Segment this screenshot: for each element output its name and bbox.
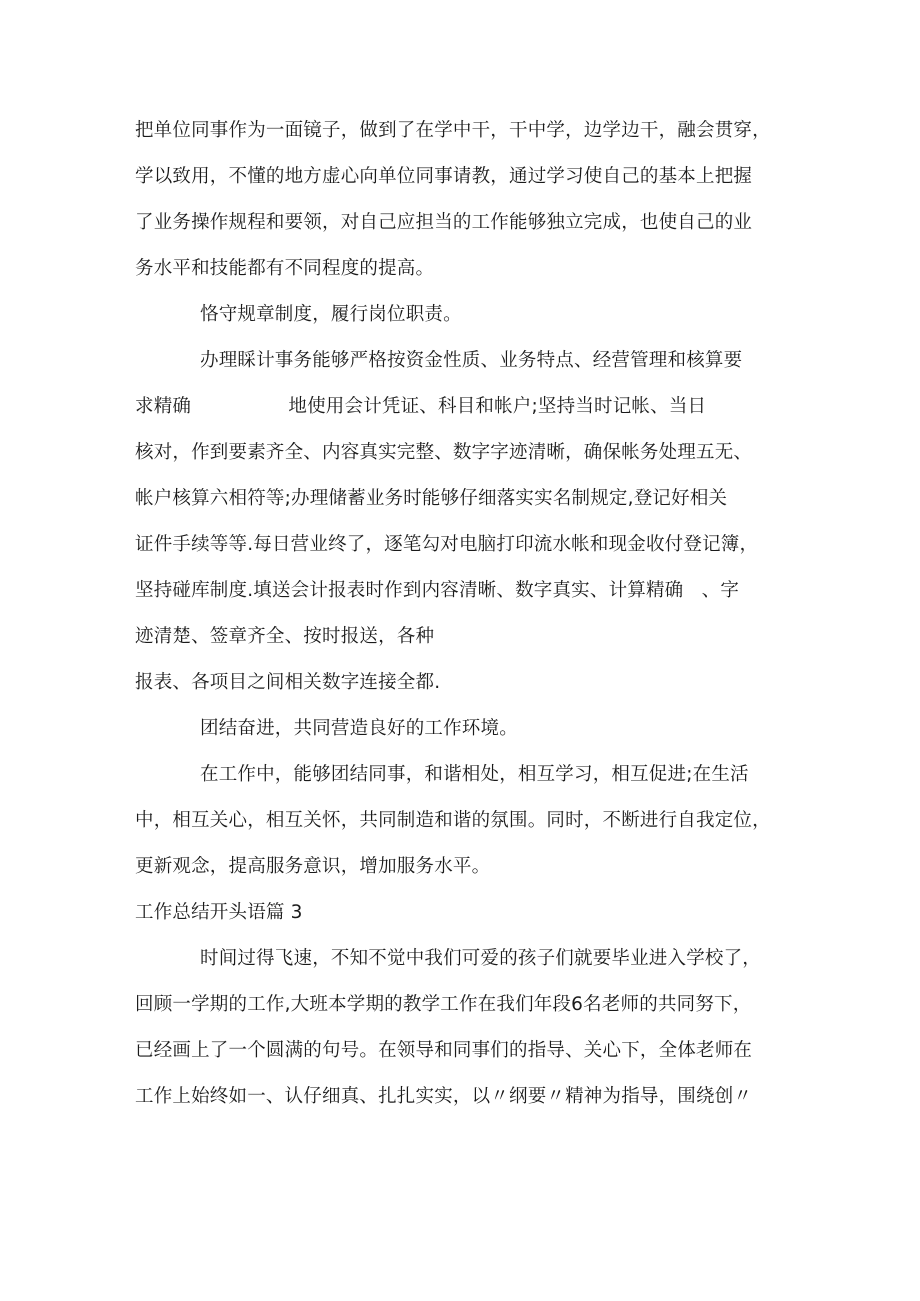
text-line: 核对，作到要素齐全、内容真实完整、数字字迹清晰，确保帐务处理五无、 [135, 442, 753, 463]
text-line: 报表、各项目之间相关数字连接全都. [135, 672, 441, 693]
text-line: 回顾一学期的工作,大班本学期的教学工作在我们年段6名老师的共同努下， [135, 994, 752, 1015]
text-line: 更新观念，提高服务意识，增加服务水平。 [135, 856, 491, 877]
text-line: 学以致用，不懂的地方虚心向单位同事请教，通过学习使自己的基本上把握 [135, 166, 753, 187]
text-line: 迹清楚、签章齐全、按时报送，各种 [135, 626, 435, 647]
text-line: 了业务操作规程和要领，对自己应担当的工作能够独立完成，也使自己的业 [135, 212, 753, 233]
section-heading: 恪守规章制度，履行岗位职责。 [200, 304, 462, 325]
text-line: 工作上始终如一、认仔细真、扎扎实实，以〃纲要〃精神为指导，围绕创〃 [135, 1086, 753, 1107]
text-line: 把单位同事作为一面镜子，做到了在学中干，干中学，边学边干，融会贯穿， [135, 120, 771, 141]
text-line: 帐户核算六相符等;办理储蓄业务时能够仔细落实实名制规定,登记好相关 [135, 488, 728, 509]
text-line: 坚持碰库制度.填送会计报表时作到内容清晰、数字真实、计算精确 、字 [135, 580, 740, 601]
chapter-title: 工作总结开头语篇 3 [135, 902, 303, 923]
text-line: 务水平和技能都有不同程度的提高。 [135, 258, 435, 279]
text-line: 在工作中，能够团结同事，和谐相处，相互学习，相互促进;在生活 [200, 764, 749, 785]
text-line: 求精确 地使用会计凭证、科目和帐户;坚持当时记帐、当日 [135, 396, 707, 417]
text-line: 办理睬计事务能够严格按资金性质、业务特点、经营管理和核算要 [200, 350, 743, 371]
text-line: 时间过得飞速，不知不觉中我们可爱的孩子们就要毕业进入学校了， [200, 948, 762, 969]
section-heading: 团结奋进，共同营造良好的工作环境。 [200, 718, 518, 739]
text-line: 已经画上了一个圆满的句号。在领导和同事们的指导、关心下，全体老师在 [135, 1040, 753, 1061]
text-line: 中，相互关心，相互关怀，共同制造和谐的氛围。同时，不断进行自我定位， [135, 810, 771, 831]
text-line: 证件手续等等.每日营业终了，逐笔勾对电脑打印流水帐和现金收付登记簿， [135, 534, 759, 555]
